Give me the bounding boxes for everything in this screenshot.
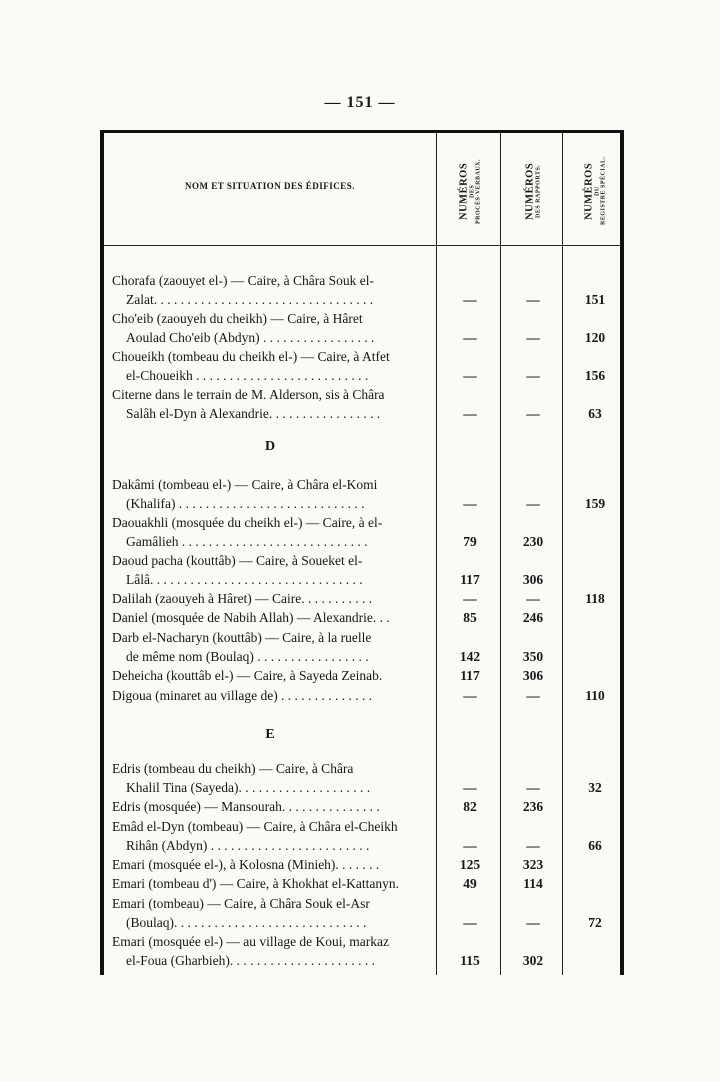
cell-rapports: 230: [522, 534, 544, 549]
cell-registre: 63: [588, 406, 602, 421]
cell-proces-verbaux: —: [463, 406, 477, 421]
entry-line1: Daoud pacha (kouttâb) — Caire, à Soueket el-: [112, 553, 363, 568]
cell-registre: [565, 797, 625, 817]
entry-line1: Daniel (mosquée de Nabih Allah) — Alexandrie. . .: [112, 610, 390, 625]
cell-rapports: —: [526, 292, 540, 307]
table-row: [104, 932, 628, 970]
cell-rapports: 114: [523, 876, 543, 891]
header-col2-main: NUMÉROS: [524, 162, 536, 220]
table-row: [104, 874, 628, 894]
table-row: [104, 551, 628, 589]
cell-registre: 66: [588, 838, 602, 853]
cell-proces-verbaux: —: [463, 591, 477, 606]
cell-registre: 156: [584, 368, 606, 383]
cell-proces-verbaux: 115: [460, 953, 480, 968]
entry-line1: Dalilah (zaouyeh à Hâret) — Caire. . . . . . . . . . .: [112, 591, 373, 606]
cell-registre: 72: [588, 915, 602, 930]
table-row: [104, 817, 628, 855]
cell-registre: 118: [585, 591, 605, 606]
cell-proces-verbaux: —: [463, 496, 477, 511]
cell-proces-verbaux: 117: [460, 572, 480, 587]
table-row: [104, 628, 628, 666]
cell-proces-verbaux: —: [463, 368, 477, 383]
table-row: [104, 271, 628, 309]
entry-line1: Dakâmi (tombeau el-) — Caire, à Châra el-Komi: [112, 477, 378, 492]
header-name-column: NOM ET SITUATION DES ÉDIFICES.: [185, 181, 355, 191]
cell-registre: 110: [585, 688, 605, 703]
page-number: — 151 —: [324, 94, 396, 111]
cell-proces-verbaux: —: [463, 688, 477, 703]
cell-rapports: 306: [522, 572, 544, 587]
entry-line2: el-Foua (Gharbieh). . . . . . . . . . . . . . . . . . . . . .: [126, 953, 375, 968]
cell-proces-verbaux: 125: [459, 857, 481, 872]
cell-rapports: 302: [522, 953, 544, 968]
table-row: [104, 513, 628, 551]
cell-registre: 151: [584, 292, 606, 307]
entry-line1: Daouakhli (mosquée du cheikh el-) — Caire, à el-: [112, 515, 383, 530]
cell-registre: [565, 874, 625, 894]
cell-proces-verbaux: —: [463, 330, 477, 345]
entry-line2: Aoulad Cho'eib (Abdyn) . . . . . . . . . . . . . . . . .: [126, 330, 375, 345]
table-row: [104, 309, 628, 347]
buildings-table: [100, 130, 624, 975]
entry-line1: Emari (mosquée el-), à Kolosna (Minieh). . . . . . .: [112, 857, 380, 872]
header-col3-sub1: DU: [594, 186, 601, 196]
table-row: [104, 608, 628, 628]
cell-proces-verbaux: 49: [463, 876, 477, 891]
entry-line1: Citerne dans le terrain de M. Alderson, sis à Châra: [112, 387, 385, 402]
entry-line1: Digoua (minaret au village de) . . . . . . . . . . . . . .: [112, 688, 373, 703]
entry-line1: Edris (mosquée) — Mansourah. . . . . . . . . . . . . . .: [112, 799, 380, 814]
header-col1-sub2: PROCÈS-VERBAUX.: [475, 158, 482, 224]
entry-line2: Lâlâ. . . . . . . . . . . . . . . . . . . . . . . . . . . . . . . .: [126, 572, 363, 587]
table-row: [104, 385, 628, 423]
section-letter-e: E: [265, 727, 275, 742]
entry-line1: Emari (mosquée el-) — au village de Koui, markaz: [112, 934, 390, 949]
cell-rapports: —: [526, 330, 540, 345]
entry-line1: Choueikh (tombeau du cheikh el-) — Caire, à Atfet: [112, 349, 390, 364]
cell-proces-verbaux: 85: [463, 610, 477, 625]
entry-line2: Zalat. . . . . . . . . . . . . . . . . . . . . . . . . . . . . . . . .: [126, 292, 374, 307]
cell-proces-verbaux: —: [463, 838, 477, 853]
cell-rapports: 246: [522, 610, 544, 625]
header-col3-main: NUMÉROS: [583, 162, 595, 220]
entry-line1: Emari (tombeau) — Caire, à Châra Souk el-Asr: [112, 896, 370, 911]
cell-registre: [565, 855, 625, 875]
cell-rapports: 236: [522, 799, 544, 814]
header-divider: [104, 245, 620, 246]
cell-rapports: 350: [522, 649, 544, 664]
table-row: [104, 894, 628, 932]
table-row: [104, 589, 628, 609]
entry-line1: Cho'eib (zaouyeh du cheikh) — Caire, à Hâret: [112, 311, 363, 326]
cell-proces-verbaux: —: [463, 292, 477, 307]
cell-proces-verbaux: 117: [460, 668, 480, 683]
entry-line2: Salâh el-Dyn à Alexandrie. . . . . . . . . . . . . . . . .: [126, 406, 381, 421]
cell-rapports: —: [526, 591, 540, 606]
cell-rapports: 323: [522, 857, 544, 872]
table-row: [104, 855, 628, 875]
entry-line1: Emâd el-Dyn (tombeau) — Caire, à Châra el-Cheikh: [112, 819, 398, 834]
header-col3-sub2: REGISTRE SPÉCIAL.: [600, 156, 607, 226]
cell-proces-verbaux: 82: [463, 799, 477, 814]
entry-line2: (Khalifa) . . . . . . . . . . . . . . . . . . . . . . . . . . . .: [126, 496, 365, 511]
cell-rapports: —: [526, 368, 540, 383]
entry-line1: Emari (tombeau d') — Caire, à Khokhat el-Kattanyn.: [112, 876, 399, 891]
cell-proces-verbaux: —: [463, 780, 477, 795]
cell-rapports: —: [526, 780, 540, 795]
table-row: [104, 666, 628, 686]
header-col-proces-verbaux: [440, 139, 500, 243]
cell-registre: [565, 666, 625, 686]
cell-registre: 32: [588, 780, 602, 795]
cell-rapports: —: [526, 915, 540, 930]
cell-proces-verbaux: 142: [459, 649, 481, 664]
entry-line2: el-Choueikh . . . . . . . . . . . . . . . . . . . . . . . . . .: [126, 368, 369, 383]
header-col-rapports: [503, 139, 563, 243]
cell-rapports: —: [526, 496, 540, 511]
table-row: [104, 475, 628, 513]
cell-registre: 159: [584, 496, 606, 511]
table-row: [104, 686, 628, 706]
entry-line1: Chorafa (zaouyet el-) — Caire, à Châra Souk el-: [112, 273, 375, 288]
cell-proces-verbaux: 79: [463, 534, 477, 549]
table-row: [104, 347, 628, 385]
entry-line2: de même nom (Boulaq) . . . . . . . . . . . . . . . . .: [126, 649, 369, 664]
entry-line2: Gamâlieh . . . . . . . . . . . . . . . . . . . . . . . . . . . .: [126, 534, 368, 549]
section-letter-d: D: [264, 439, 276, 454]
cell-registre: 120: [584, 330, 606, 345]
entry-line2: Rihân (Abdyn) . . . . . . . . . . . . . . . . . . . . . . . .: [126, 838, 370, 853]
header-col2-sub1: DES RAPPORTS.: [535, 164, 542, 218]
cell-rapports: —: [526, 688, 540, 703]
entry-line2: (Boulaq). . . . . . . . . . . . . . . . . . . . . . . . . . . . .: [126, 915, 367, 930]
table-row: [104, 797, 628, 817]
table-row: [104, 759, 628, 797]
cell-rapports: 306: [522, 668, 544, 683]
cell-proces-verbaux: —: [463, 915, 477, 930]
entry-line2: Khalil Tina (Sayeda). . . . . . . . . . . . . . . . . . . .: [126, 780, 371, 795]
header-col-registre: [565, 139, 625, 243]
header-col1-main: NUMÉROS: [458, 162, 470, 220]
cell-registre: [565, 608, 625, 628]
cell-rapports: —: [526, 406, 540, 421]
entry-line1: Edris (tombeau du cheikh) — Caire, à Châra: [112, 761, 354, 776]
entry-line1: Deheicha (kouttâb el-) — Caire, à Sayeda Zeinab.: [112, 668, 383, 683]
cell-rapports: —: [526, 838, 540, 853]
header-col1-sub1: DES: [469, 184, 476, 198]
entry-line1: Darb el-Nacharyn (kouttâb) — Caire, à la ruelle: [112, 630, 372, 645]
